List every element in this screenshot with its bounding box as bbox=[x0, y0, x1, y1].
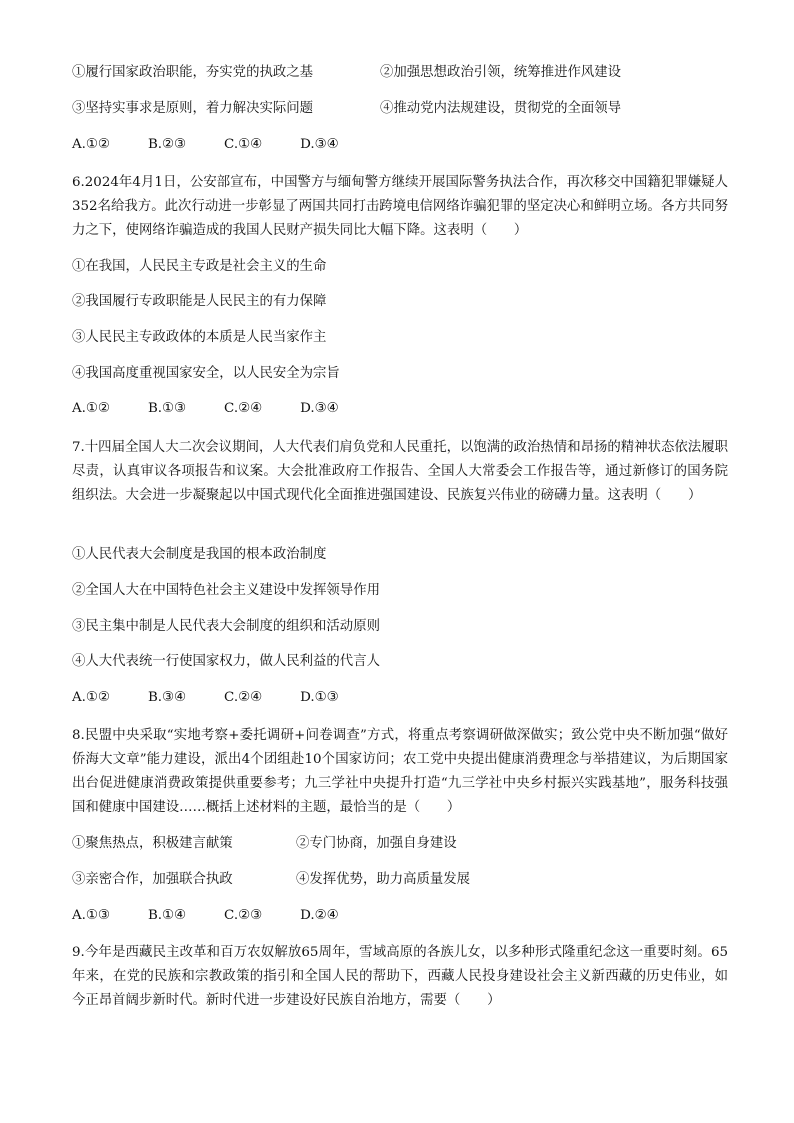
q6-option-3: ③人民民主专政政体的本质是人民当家作主 bbox=[72, 330, 327, 345]
q8-option-3: ③亲密合作，加强联合执政 bbox=[72, 872, 233, 887]
q7-option-2: ②全国人大在中国特色社会主义建设中发挥领导作用 bbox=[72, 583, 380, 598]
q8-stem: 8.民盟中央采取“实地考察+委托调研+问卷调查”方式，将重点考察调研做深做实；致公党中央不断加强“做好侨海大文章”能力建设，派出4个团组赴10个国家访问；农工党中央提出健康消费理念与举措建议，为后期国家出台促进健康消费政策提供重要参考；九三学社中央提升打造“九三学社中央乡村振兴实践基地”，服务科技强国和健康中国建设……概括上述材料的主题，最恰当的是（ ） bbox=[72, 728, 728, 815]
q5-option-2: ②加强思想政治引领，统筹推进作风建设 bbox=[380, 65, 622, 80]
q7-option-4: ④人大代表统一行使国家权力，做人民利益的代言人 bbox=[72, 654, 380, 669]
q8-answer-choices bbox=[72, 906, 377, 926]
q8-option-2: ②专门协商，加强自身建设 bbox=[296, 836, 457, 851]
q6-answer-c: C.②④ bbox=[224, 401, 263, 416]
q7-stem: 7.十四届全国人大二次会议期间，人大代表们肩负党和人民重托，以饱满的政治热情和昂扬的精神状态依法履职尽责，认真审议各项报告和议案。大会批准政府工作报告、全国人大常委会工作报告等，通过新修订的国务院组织法。大会进一步凝聚起以中国式现代化全面推进强国建设、民族复兴伟业的磅礴力量。这表明（ ） bbox=[72, 440, 728, 503]
q7-answer-choices bbox=[72, 688, 377, 708]
q7-answer-c: C.②④ bbox=[224, 690, 263, 705]
q5-option-4: ④推动党内法规建设，贯彻党的全面领导 bbox=[380, 101, 622, 116]
q8-answer-c: C.②③ bbox=[224, 908, 263, 923]
q5-answer-d: D.③④ bbox=[300, 137, 339, 152]
q5-answer-b: B.②③ bbox=[147, 137, 187, 152]
q6-answer-d: D.③④ bbox=[300, 401, 339, 416]
q8-answer-d: D.②④ bbox=[300, 908, 339, 923]
q7-option-1: ①人民代表大会制度是我国的根本政治制度 bbox=[72, 547, 327, 562]
q6-option-4: ④我国高度重视国家安全，以人民安全为宗旨 bbox=[72, 366, 340, 381]
q8-answer-b: B.①④ bbox=[147, 908, 187, 923]
q7-answer-d: D.①③ bbox=[300, 690, 339, 705]
q7-option-3: ③民主集中制是人民代表大会制度的组织和活动原则 bbox=[72, 619, 380, 634]
q5-option-1: ①履行国家政治职能，夯实党的执政之基 bbox=[72, 65, 314, 80]
q7-answer-b: B.③④ bbox=[147, 690, 187, 705]
q5-answer-c: C.①④ bbox=[224, 137, 263, 152]
q6-option-2: ②我国履行专政职能是人民民主的有力保障 bbox=[72, 294, 327, 309]
q9-stem: 9.今年是西藏民主改革和百万农奴解放65周年，雪域高原的各族儿女，以多种形式隆重纪念这一重要时刻。65年来，在党的民族和宗教政策的指引和全国人民的帮助下，西藏人民投身建设社会主义新西藏的历史伟业，如今正昂首阔步新时代。新时代进一步建设好民族自治地方，需要（ ） bbox=[72, 945, 728, 1008]
q6-stem: 6.2024年4月1日，公安部宣布，中国警方与缅甸警方继续开展国际警务执法合作，再次移交中国籍犯罪嫌疑人352名给我方。此次行动进一步彰显了两国共同打击跨境电信网络诈骗犯罪的坚定决心和鲜明立场。各方共同努力之下，使网络诈骗造成的我国人民财产损失同比大幅下降。这表明（ ） bbox=[72, 175, 728, 238]
q6-answer-b: B.①③ bbox=[147, 401, 187, 416]
q7-answer-a: A.①② bbox=[72, 690, 110, 705]
q8-answer-a: A.①③ bbox=[72, 908, 110, 923]
q8-option-1: ①聚焦热点，积极建言献策 bbox=[72, 836, 233, 851]
q5-answer-choices bbox=[72, 135, 377, 155]
q5-answer-a: A.①② bbox=[72, 137, 110, 152]
q5-option-3: ③坚持实事求是原则，着力解决实际问题 bbox=[72, 101, 314, 116]
q6-answer-choices bbox=[72, 399, 377, 419]
q8-option-4: ④发挥优势，助力高质量发展 bbox=[296, 872, 471, 887]
q6-option-1: ①在我国，人民民主专政是社会主义的生命 bbox=[72, 259, 327, 274]
q6-answer-a: A.①② bbox=[72, 401, 110, 416]
